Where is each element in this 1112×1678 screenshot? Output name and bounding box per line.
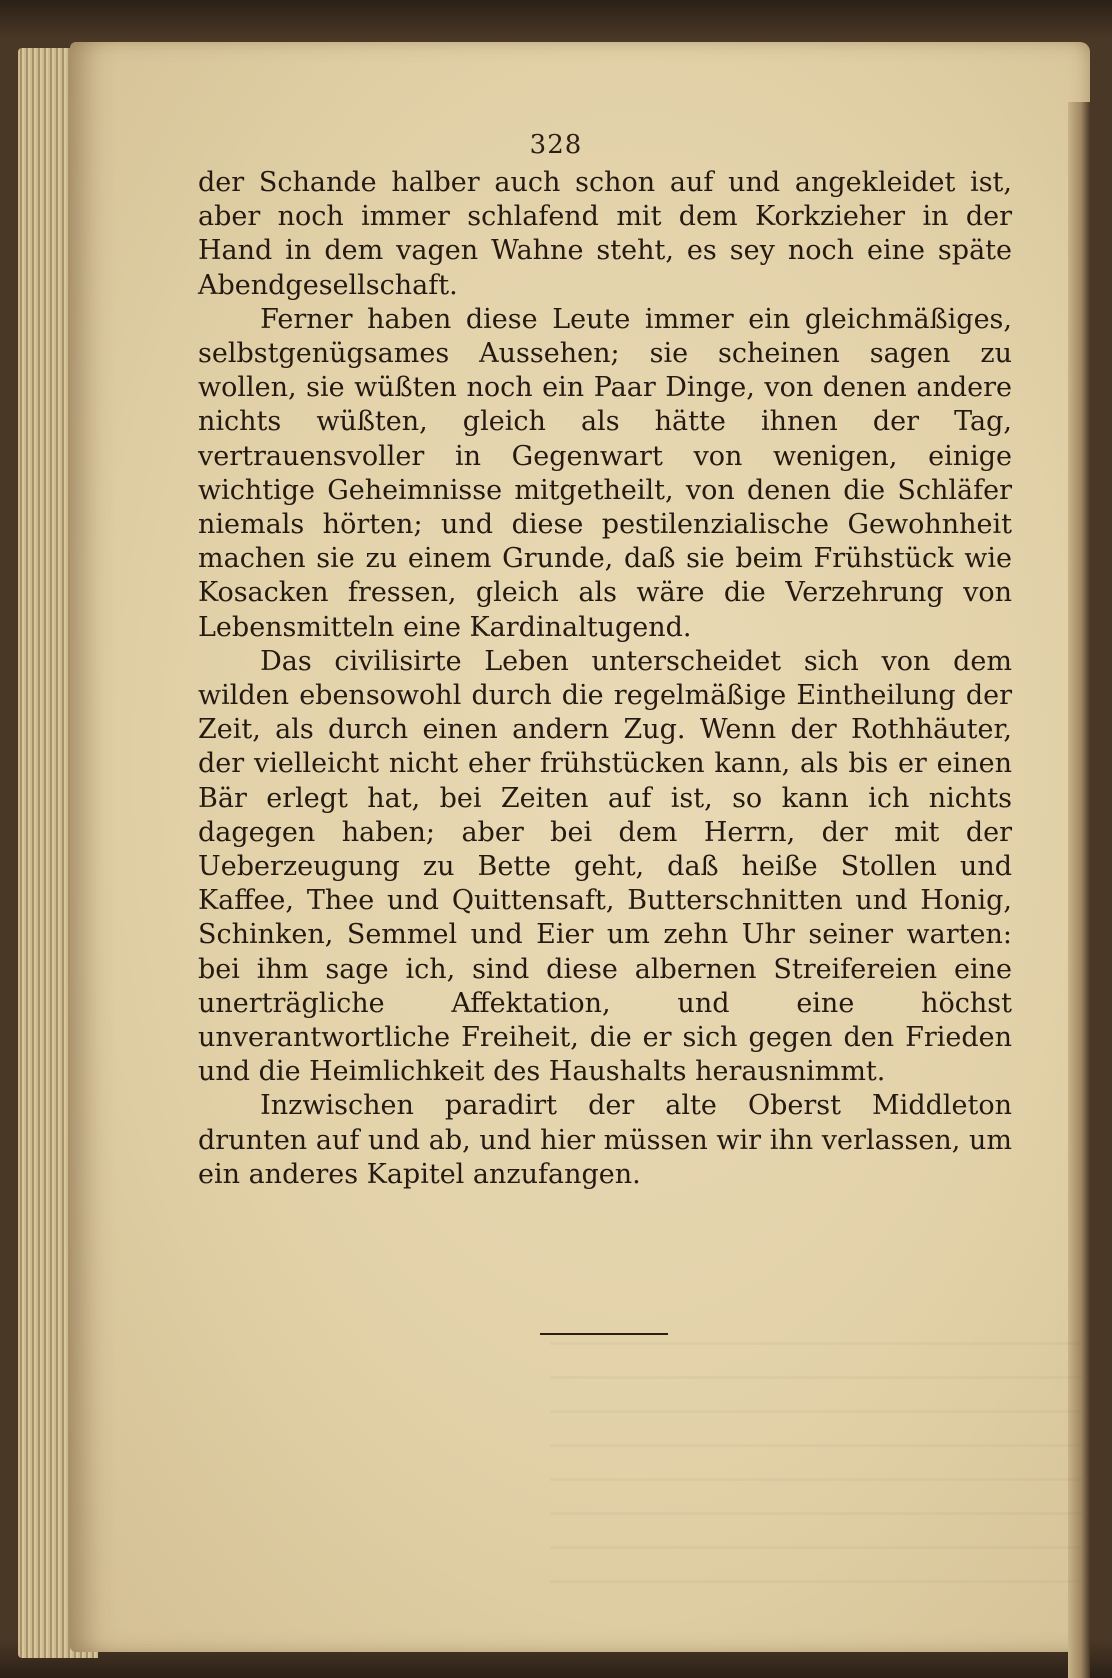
paragraph: Inzwischen paradirt der alte Oberst Middleton drunten auf und ab, und hier müssen wir ihn verlassen, um ein anderes Kapitel anzufangen. (198, 1090, 1012, 1190)
body-text (198, 166, 1012, 1192)
bleed-through (550, 1342, 1090, 1602)
paragraph: Das civilisirte Leben unterscheidet sich von dem wilden ebensowohl durch die regelmäßige Eintheilung der Zeit, als durch einen andern Zug. Wenn der Rothhäuter, der vielleicht nicht eher frühstücken kann, als bis er einen Bär erlegt hat, bei Zeiten auf ist, so kann ich nichts dagegen haben; aber bei dem Herrn, der mit der Ueberzeugung zu Bette geht, daß heiße Stollen und Kaffee, Thee und Quittensaft, Butterschnitten und Honig, Schinken, Semmel und Eier um zehn Uhr seiner warten: bei ihm sage ich, sind diese albernen Streifereien eine unerträgliche Affektation, und eine höchst unverantwortliche Freiheit, die er sich gegen den Frieden und die Heimlichkeit des Haushalts herausnimmt. (198, 645, 1012, 1088)
paragraph: der Schande halber auch schon auf und angekleidet ist, aber noch immer schlafend mit dem Korkzieher in der Hand in dem vagen Wahne steht, es sey noch eine späte Abendgesellschaft. (198, 167, 1012, 301)
chapter-end-rule (540, 1333, 668, 1335)
page-number: 328 (529, 130, 583, 160)
paragraph: Ferner haben diese Leute immer ein gleichmäßiges, selbstgenügsames Aussehen; sie scheinen sagen zu wollen, sie wüßten noch ein Paar Dinge, von denen andere nichts wüßten, gleich als hätte ihnen der Tag, vertrauensvoller in Gegenwart von wenigen, einige wichtige Geheimnisse mitgetheilt, von denen die Schläfer niemals hörten; und diese pestilenzialische Gewohnheit machen sie zu einem Grunde, daß sie beim Frühstück wie Kosacken fressen, gleich als wäre die Verzehrung von Lebensmitteln eine Kardinaltugend. (198, 303, 1012, 643)
